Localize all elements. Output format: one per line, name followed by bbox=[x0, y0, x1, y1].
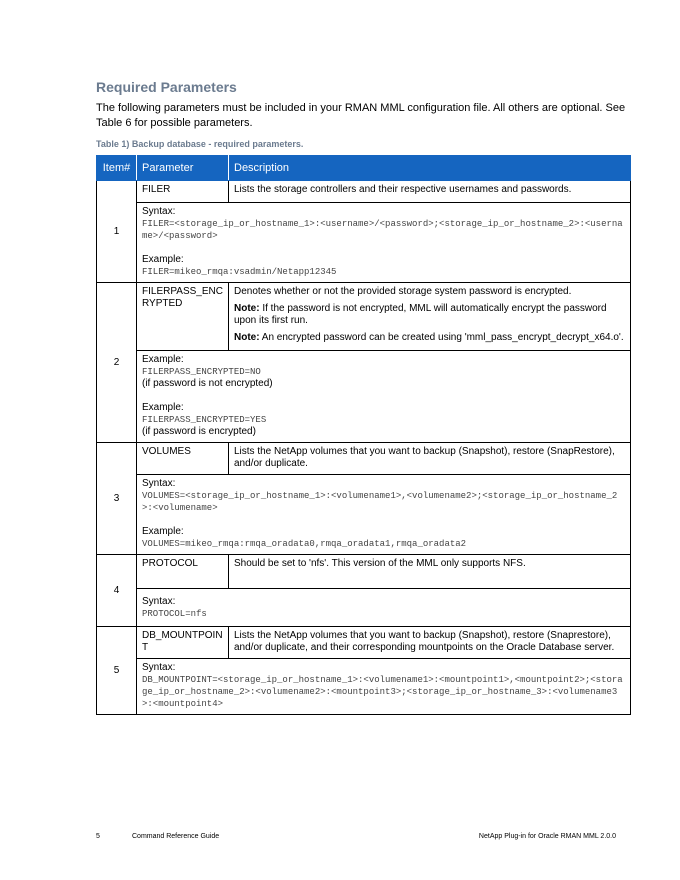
note-text: If the password is not encrypted, MML will automatically encrypt the password upon its first run. bbox=[234, 303, 607, 326]
parameter-name: FILER bbox=[137, 181, 229, 203]
parameters-table bbox=[96, 155, 631, 715]
example-label: Example: bbox=[142, 254, 184, 265]
footer-page-number: 5 bbox=[96, 833, 100, 840]
intro-paragraph: The following parameters must be included in your RMAN MML configuration file. All others are optional. See Table 6 for possible parameters. bbox=[96, 102, 626, 129]
table-row bbox=[97, 475, 631, 555]
syntax-cell bbox=[137, 203, 631, 283]
example-label: Example: bbox=[142, 402, 184, 413]
syntax-cell bbox=[137, 589, 631, 627]
table-row bbox=[97, 627, 631, 659]
footer-product: NetApp Plug-in for Oracle RMAN MML 2.0.0 bbox=[478, 833, 616, 840]
table-row bbox=[97, 555, 631, 589]
parameter-description: Should be set to 'nfs'. This version of the MML only supports NFS. bbox=[229, 555, 631, 589]
syntax-label: Syntax: bbox=[142, 478, 176, 489]
item-number: 1 bbox=[97, 181, 137, 283]
syntax-label: Syntax: bbox=[142, 662, 176, 673]
header-item: Item# bbox=[97, 156, 137, 181]
description-text: Denotes whether or not the provided storage system password is encrypted. bbox=[234, 286, 572, 297]
table-header-row bbox=[97, 156, 631, 181]
note-text: An encrypted password can be created using 'mml_pass_encrypt_decrypt_x64.o'. bbox=[261, 332, 624, 343]
syntax-cell bbox=[137, 475, 631, 555]
parameter-description: Lists the NetApp volumes that you want to backup (Snapshot), restore (Snaprestore), and/or duplicate, and their corresponding mountpoints on the Oracle Database server. bbox=[229, 627, 631, 659]
example-note: (if password is encrypted) bbox=[142, 426, 256, 437]
note-label: Note: bbox=[234, 332, 260, 343]
syntax-label: Syntax: bbox=[142, 596, 176, 607]
table-row bbox=[97, 181, 631, 203]
example-code: FILER=mikeo_rmqa:vsadmin/Netapp12345 bbox=[142, 267, 337, 277]
note-1 bbox=[234, 303, 625, 327]
parameter-name: FILERPASS_ENCRYPTED bbox=[137, 283, 229, 351]
example-code: FILERPASS_ENCRYPTED=NO bbox=[142, 367, 261, 377]
item-number: 5 bbox=[97, 627, 137, 715]
table-row bbox=[97, 443, 631, 475]
item-number: 4 bbox=[97, 555, 137, 627]
table-row bbox=[97, 589, 631, 627]
parameter-name: VOLUMES bbox=[137, 443, 229, 475]
example-cell bbox=[137, 351, 631, 443]
header-parameter: Parameter bbox=[137, 156, 229, 181]
example-label: Example: bbox=[142, 354, 184, 365]
table-row bbox=[97, 351, 631, 443]
note-2 bbox=[234, 332, 625, 344]
syntax-code: VOLUMES=<storage_ip_or_hostname_1>:<volumename1>,<volumename2>;<storage_ip_or_hostname_2>:<volumename> bbox=[142, 491, 618, 513]
table-row bbox=[97, 203, 631, 283]
item-number: 2 bbox=[97, 283, 137, 443]
parameter-description: Lists the storage controllers and their respective usernames and passwords. bbox=[229, 181, 631, 203]
table-caption: Table 1) Backup database - required parameters. bbox=[96, 139, 304, 149]
parameter-name: DB_MOUNTPOINT bbox=[137, 627, 229, 659]
syntax-label: Syntax: bbox=[142, 206, 176, 217]
footer-doc-title: Command Reference Guide bbox=[132, 833, 220, 840]
example-code: VOLUMES=mikeo_rmqa:rmqa_oradata0,rmqa_oradata1,rmqa_oradata2 bbox=[142, 539, 467, 549]
syntax-code: PROTOCOL=nfs bbox=[142, 609, 207, 619]
parameter-description: Lists the NetApp volumes that you want to backup (Snapshot), restore (SnapRestore), and/or duplicate. bbox=[229, 443, 631, 475]
parameter-name: PROTOCOL bbox=[137, 555, 229, 589]
syntax-code: FILER=<storage_ip_or_hostname_1>:<username>/<password>;<storage_ip_or_hostname_2>:<username>/<password> bbox=[142, 219, 623, 241]
header-description: Description bbox=[229, 156, 631, 181]
syntax-cell bbox=[137, 659, 631, 715]
table-row bbox=[97, 659, 631, 715]
syntax-code: DB_MOUNTPOINT=<storage_ip_or_hostname_1>:<volumename1>:<mountpoint1>,<mountpoint2>;<storage_ip_or_hostname_2>:<volumename2>:<mountpoint3>;<storage_ip_or_hostname_3>:<volumename3>:<mountpoint4> bbox=[142, 675, 623, 709]
section-heading: Required Parameters bbox=[96, 79, 237, 95]
item-number: 3 bbox=[97, 443, 137, 555]
example-label: Example: bbox=[142, 526, 184, 537]
example-code: FILERPASS_ENCRYPTED=YES bbox=[142, 415, 267, 425]
parameter-description bbox=[229, 283, 631, 351]
example-note: (if password is not encrypted) bbox=[142, 378, 273, 389]
note-label: Note: bbox=[234, 303, 260, 314]
table-row bbox=[97, 283, 631, 351]
